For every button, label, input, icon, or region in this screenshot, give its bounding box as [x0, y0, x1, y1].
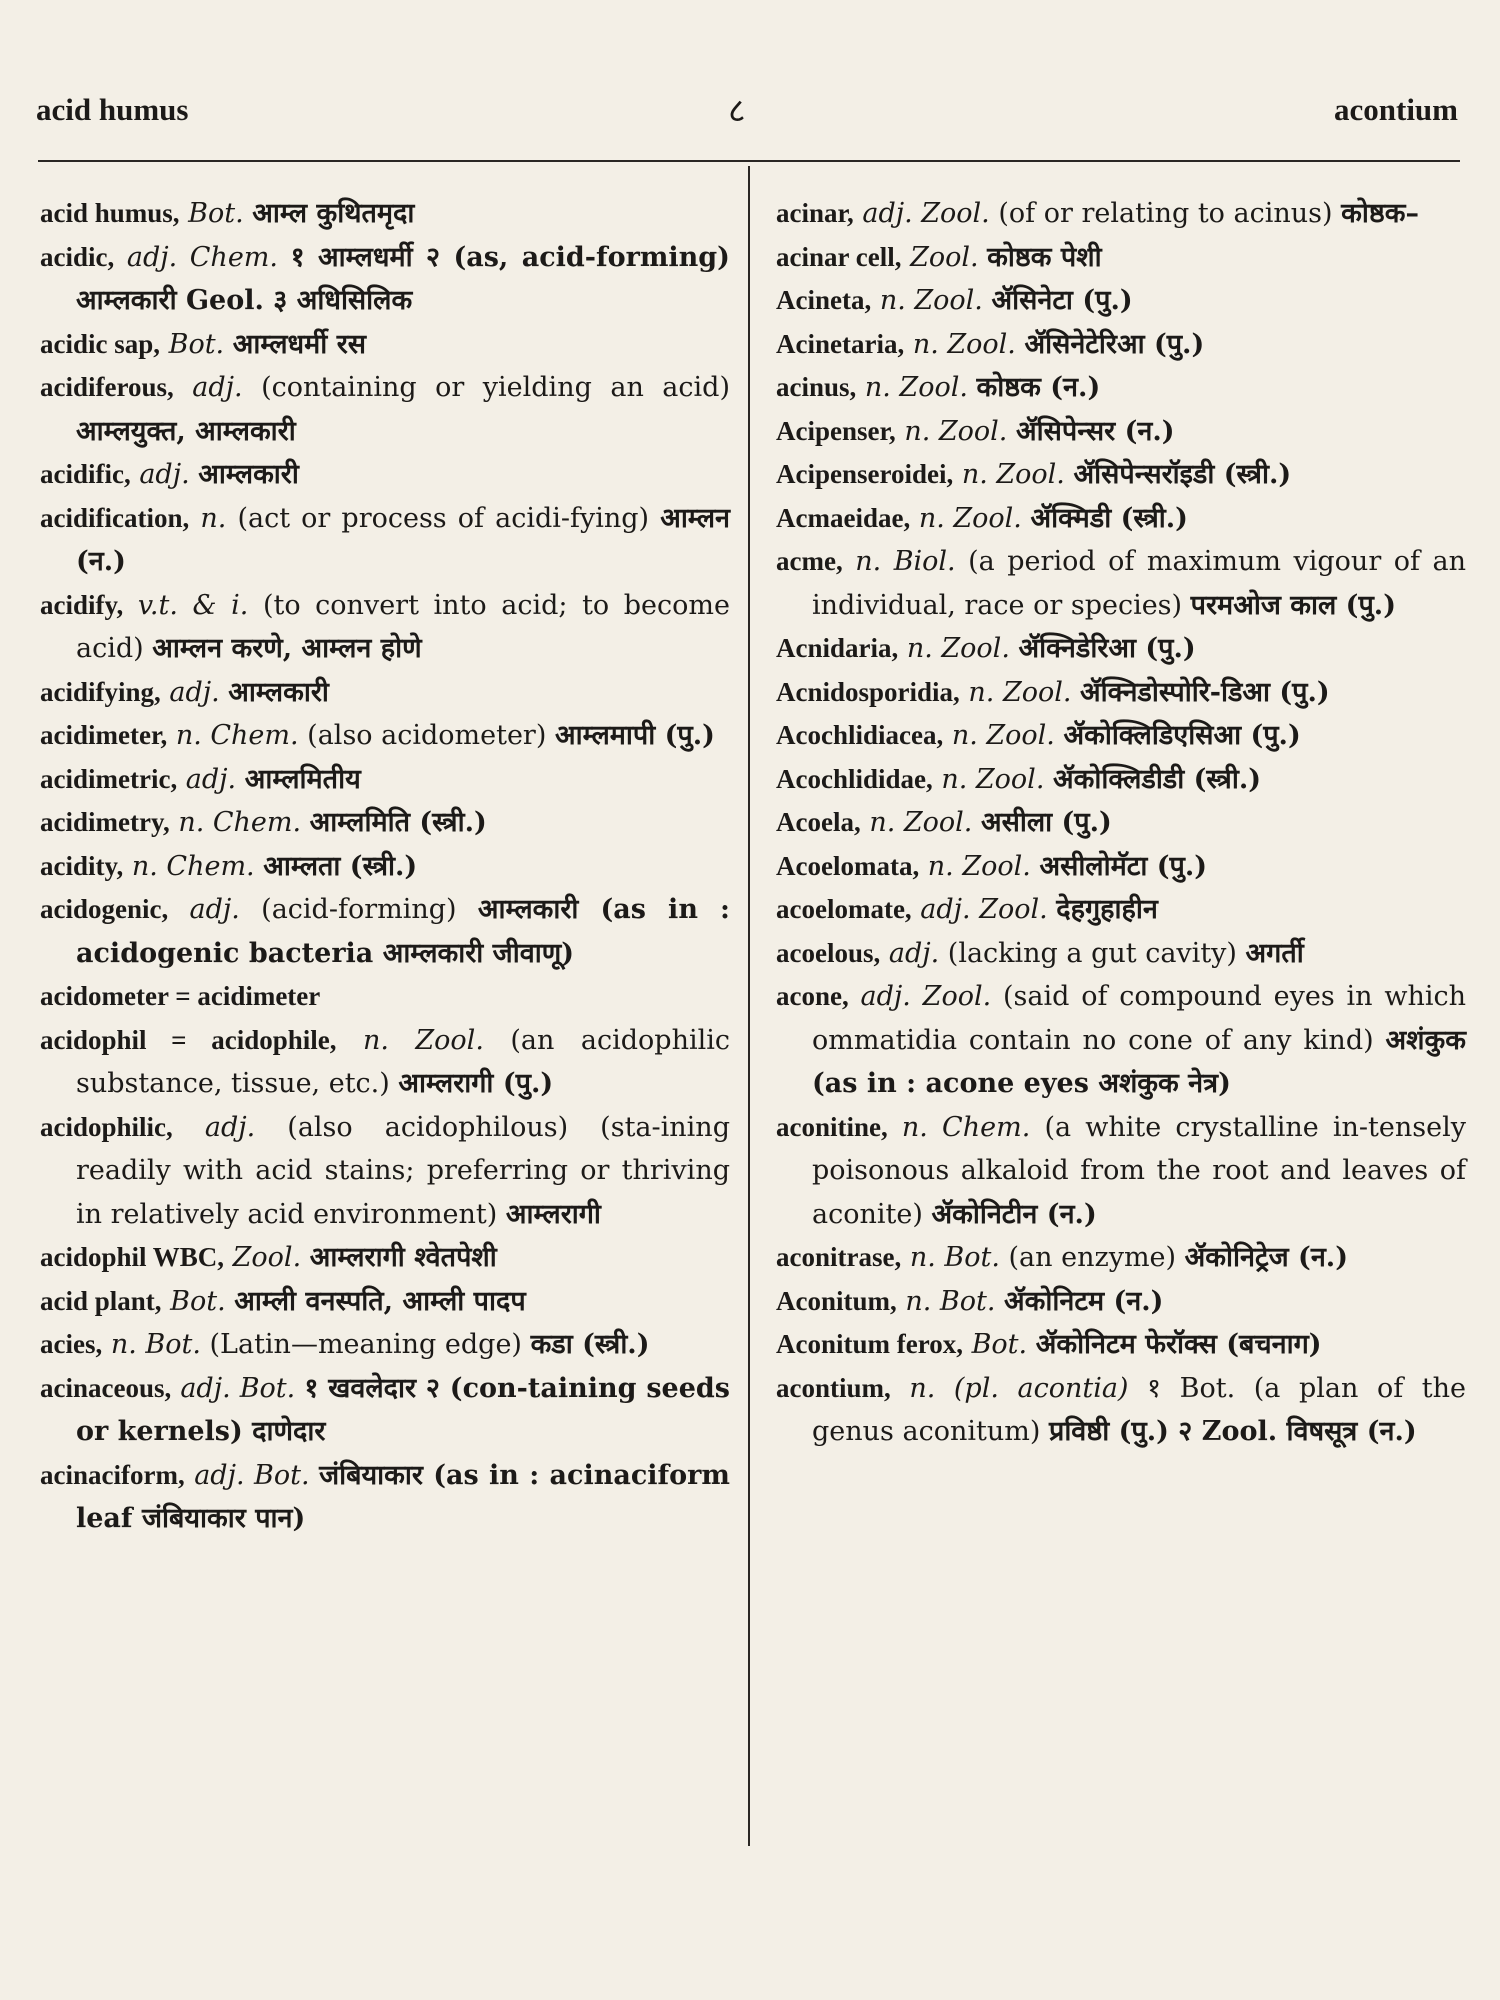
gloss: (containing or yielding an acid) — [261, 372, 730, 403]
headword: acidic sap, — [40, 328, 161, 359]
headword: acidific, — [40, 459, 131, 489]
dictionary-entry — [40, 366, 730, 453]
dictionary-entry — [776, 1236, 1466, 1280]
dictionary-entry — [40, 888, 730, 975]
headword: acidification, — [40, 502, 190, 533]
grammar-label: Bot. — [971, 1329, 1028, 1360]
grammar-label: n. Zool. — [912, 328, 1016, 360]
gloss: (to convert into acid; to become acid) — [76, 589, 730, 664]
headword: Acipenser, — [776, 415, 896, 446]
grammar-label: n. Zool. — [918, 502, 1022, 534]
grammar-label: n. Zool. — [951, 720, 1055, 751]
translation: १ आम्लधर्मी २ (as, acid-forming) आम्लकारी Geol. ३ अधिसिलिक — [76, 241, 730, 316]
translation: आम्लकारी — [198, 459, 299, 490]
translation: १ खवलेदार २ (con-taining seeds or kernels) दाणेदार — [76, 1372, 730, 1447]
gloss: (a white crystalline in-tensely poisonous alkaloid from the root and leaves of aconite) — [812, 1111, 1466, 1230]
translation: ॲक्निडेरिआ (पु.) — [1018, 633, 1196, 664]
translation: आम्लमापी (पु.) — [554, 720, 715, 751]
headword: Acmaeidae, — [776, 502, 911, 533]
grammar-label: n. Zool. — [968, 676, 1072, 708]
translation: देहगुहाहीन — [1056, 894, 1158, 925]
dictionary-entry — [40, 1106, 730, 1237]
grammar-label: adj. — [139, 459, 190, 490]
grammar-label: Bot. — [188, 198, 244, 229]
headword: Acochlidiacea, — [776, 720, 944, 750]
dictionary-entry — [40, 323, 730, 367]
translation: आम्ली वनस्पति, आम्ली पादप — [234, 1285, 526, 1317]
headword: Acnidosporidia, — [776, 676, 960, 707]
headword: acinus, — [776, 372, 857, 402]
headword: acidophil = acidophile, — [40, 1024, 337, 1055]
dictionary-entry — [40, 1019, 730, 1106]
running-head — [0, 92, 1500, 136]
gloss: (an enzyme) — [1008, 1242, 1177, 1273]
grammar-label: n. Zool. — [941, 763, 1045, 795]
headword: acidity, — [40, 850, 124, 881]
headword: acoelous, — [776, 937, 881, 968]
grammar-label: adj. Zool. — [860, 981, 992, 1012]
right-column — [776, 192, 1466, 1454]
translation: आम्लमितीय — [244, 763, 361, 795]
translation: ॲकोनिटम फेरॉक्स (बचनाग) — [1035, 1329, 1322, 1360]
headword: aconitine, — [776, 1111, 888, 1142]
page-number: ८ — [728, 93, 746, 130]
dictionary-entry — [776, 975, 1466, 1106]
translation: परमओज काल (पु.) — [1190, 589, 1396, 621]
translation: अशंकुक (as in : acone eyes अशंकुक नेत्र) — [812, 1024, 1466, 1099]
dictionary-entry — [776, 714, 1466, 758]
headword: acidophil WBC, — [40, 1242, 225, 1272]
headword: Acoela, — [776, 807, 861, 837]
translation: अगर्ती — [1245, 937, 1304, 969]
headword: Acochlididae, — [776, 763, 933, 794]
dictionary-entry — [776, 366, 1466, 410]
grammar-label: n. Chem. — [175, 720, 299, 751]
headword: Acineta, — [776, 285, 872, 315]
translation: आम्ल कुथितमृदा — [252, 198, 415, 229]
translation: ॲकोक्लिडिएसिआ (पु.) — [1063, 720, 1301, 751]
headword: acidimetric, — [40, 763, 178, 794]
dictionary-entry — [40, 975, 730, 1019]
grammar-label: adj. — [192, 372, 243, 403]
grammar-label: n. Zool. — [864, 372, 968, 403]
translation: कडा (स्त्री.) — [530, 1329, 650, 1360]
gloss: (said of compound eyes in which ommatidia contain no cone of any kind) — [812, 981, 1466, 1056]
grammar-label: n. Chem. — [178, 807, 302, 838]
headword: Acinetaria, — [776, 328, 905, 359]
grammar-label: n. Zool. — [362, 1024, 484, 1056]
grammar-label: n. Zool. — [879, 285, 983, 316]
grammar-label: n. Chem. — [131, 850, 255, 882]
grammar-label: Bot. — [170, 1285, 226, 1317]
grammar-label: Bot. — [168, 328, 225, 360]
dictionary-entry — [776, 801, 1466, 845]
translation: आम्लमिति (स्त्री.) — [309, 807, 487, 838]
dictionary-entry — [40, 1367, 730, 1454]
headword: acme, — [776, 546, 843, 576]
headword: acidometer = acidimeter — [40, 981, 321, 1011]
translation: ॲकोनिटीन (न.) — [931, 1198, 1097, 1230]
gloss: (an acidophilic substance, tissue, etc.) — [76, 1024, 730, 1099]
dictionary-entry — [40, 845, 730, 889]
headword: Acipenseroidei, — [776, 459, 954, 489]
dictionary-entry — [776, 1106, 1466, 1237]
dictionary-entry — [776, 540, 1466, 627]
headword: Aconitum ferox, — [776, 1329, 963, 1359]
translation: आम्लता (स्त्री.) — [263, 850, 418, 882]
header-last-entry: acontium — [1334, 92, 1458, 127]
translation: ॲक्निडोस्पोरि-डिआ (पु.) — [1080, 676, 1330, 708]
headword: acoelomate, — [776, 894, 912, 924]
dictionary-entry — [776, 497, 1466, 541]
grammar-label: n. Bot. — [909, 1242, 1000, 1273]
dictionary-entry — [40, 1280, 730, 1324]
dictionary-entry — [776, 192, 1466, 236]
translation: ॲकोनिटम (न.) — [1004, 1285, 1164, 1317]
dictionary-entry — [40, 1323, 730, 1367]
dictionary-entry — [776, 888, 1466, 932]
headword: acinaceous, — [40, 1372, 172, 1403]
grammar-label: adj. Chem. — [126, 241, 278, 273]
grammar-label: adj. Bot. — [180, 1372, 296, 1404]
dictionary-entry — [776, 1367, 1466, 1454]
dictionary-entry — [776, 1280, 1466, 1324]
dictionary-entry — [40, 497, 730, 584]
translation: आम्लकारी (as in : acidogenic bacteria आम्लकारी जीवाणू) — [76, 894, 730, 969]
gloss: (act or process of acidi-fying) — [237, 502, 650, 534]
headword: acontium, — [776, 1372, 891, 1403]
grammar-label: adj. — [185, 763, 237, 795]
header-rule — [38, 160, 1460, 162]
headword: Acnidaria, — [776, 633, 899, 663]
translation: असीला (पु.) — [980, 807, 1112, 838]
dictionary-entry — [776, 671, 1466, 715]
dictionary-entry — [40, 1236, 730, 1280]
grammar-label: n. Zool. — [869, 807, 973, 838]
grammar-label: n. Bot. — [905, 1285, 996, 1317]
grammar-label: n. Zool. — [927, 850, 1031, 882]
dictionary-entry — [776, 627, 1466, 671]
headword: acidophilic, — [40, 1111, 173, 1142]
dictionary-entry — [776, 1323, 1466, 1367]
grammar-label: adj. — [204, 1111, 256, 1143]
grammar-label: adj. — [888, 937, 940, 969]
grammar-label: n. — [200, 502, 227, 534]
column-divider — [748, 166, 750, 1846]
dictionary-entry — [776, 410, 1466, 454]
headword: acidic, — [40, 241, 115, 272]
headword: acid humus, — [40, 198, 180, 228]
headword: acidogenic, — [40, 894, 169, 924]
grammar-label: adj. Zool. — [920, 894, 1048, 925]
translation: प्रविष्ठी (पु.) २ Zool. विषसूत्र (न.) — [1048, 1416, 1417, 1447]
grammar-label: n. (pl. acontia) — [909, 1372, 1129, 1404]
gloss: (of or relating to acinus) — [998, 198, 1333, 229]
headword: aconitrase, — [776, 1242, 902, 1272]
gloss: (also acidophilous) (sta-ining readily with acid stains; preferring or thriving in relatively acid environment) — [76, 1111, 730, 1230]
grammar-label: Zool. — [232, 1242, 302, 1273]
headword: acies, — [40, 1329, 103, 1359]
headword: acinar, — [776, 198, 854, 228]
translation: आम्लन (न.) — [76, 502, 730, 577]
grammar-label: n. Chem. — [901, 1111, 1031, 1143]
dictionary-entry — [776, 758, 1466, 802]
headword: acidify, — [40, 589, 124, 620]
dictionary-entry — [776, 236, 1466, 280]
translation: आम्लरागी श्वेतपेशी — [309, 1242, 497, 1273]
translation: कोष्ठक (न.) — [976, 372, 1101, 403]
translation: कोष्ठक पेशी — [987, 241, 1102, 273]
headword: acone, — [776, 981, 849, 1011]
dictionary-entry — [40, 758, 730, 802]
dictionary-entry — [40, 453, 730, 497]
translation: आम्लरागी (पु.) — [398, 1068, 554, 1099]
translation: ॲक्मिडी (स्त्री.) — [1030, 502, 1188, 534]
translation: ॲकोक्लिडीडी (स्त्री.) — [1053, 763, 1261, 795]
grammar-label: n. Zool. — [961, 459, 1065, 490]
headword: acidimetry, — [40, 807, 170, 837]
grammar-label: n. Biol. — [855, 546, 956, 577]
headword: Aconitum, — [776, 1285, 897, 1316]
dictionary-entry — [40, 584, 730, 671]
gloss: (also acidometer) — [307, 720, 547, 751]
dictionary-entry — [40, 801, 730, 845]
gloss: १ Bot. (a plan of the genus aconitum) — [812, 1372, 1466, 1447]
dictionary-entry — [40, 671, 730, 715]
headword: Acoelomata, — [776, 850, 920, 881]
translation: आम्लकारी — [228, 676, 329, 708]
dictionary-entry — [40, 714, 730, 758]
gloss: (lacking a gut cavity) — [947, 937, 1237, 969]
header-first-entry: acid humus — [36, 92, 189, 127]
headword: acidiferous, — [40, 372, 174, 402]
headword: acinar cell, — [776, 241, 902, 272]
translation: ॲसिपेन्सर (न.) — [1015, 415, 1175, 447]
translation: ॲकोनिट्रेज (न.) — [1184, 1242, 1348, 1273]
headword: acidifying, — [40, 676, 161, 707]
grammar-label: n. Zool. — [904, 415, 1008, 447]
dictionary-entry — [40, 236, 730, 323]
grammar-label: adj. — [189, 894, 240, 925]
translation: जंबियाकार (as in : acinaciform leaf जंबियाकार पान) — [76, 1459, 730, 1534]
headword: acinaciform, — [40, 1459, 185, 1490]
grammar-label: Zool. — [910, 241, 979, 273]
translation: ॲसिपेन्सरॉइडी (स्त्री.) — [1073, 459, 1292, 490]
translation: आम्लन करणे, आम्लन होणे — [152, 633, 422, 664]
grammar-label: adj. Zool. — [862, 198, 990, 229]
grammar-label: n. Bot. — [110, 1329, 201, 1360]
grammar-label: adj. Bot. — [194, 1459, 310, 1491]
translation: कोष्ठक– — [1341, 198, 1420, 229]
gloss: (acid-forming) — [261, 894, 457, 925]
dictionary-entry — [776, 932, 1466, 976]
translation: आम्लयुक्त, आम्लकारी — [76, 415, 296, 447]
dictionary-entry — [776, 453, 1466, 497]
translation: आम्लधर्मी रस — [232, 328, 366, 360]
translation: आम्लरागी — [505, 1198, 601, 1230]
grammar-label: n. Zool. — [906, 633, 1010, 664]
headword: acid plant, — [40, 1285, 162, 1316]
grammar-label: v.t. & i. — [137, 589, 249, 621]
dictionary-entry — [776, 279, 1466, 323]
translation: असीलोमॅटा (पु.) — [1039, 850, 1208, 882]
translation: ॲसिनेटा (पु.) — [991, 285, 1133, 316]
grammar-label: adj. — [169, 676, 220, 708]
gloss: (a period of maximum vigour of an individual, race or species) — [812, 546, 1466, 621]
headword: acidimeter, — [40, 720, 168, 750]
dictionary-entry — [776, 323, 1466, 367]
dictionary-entry — [776, 845, 1466, 889]
left-column — [40, 192, 730, 1541]
gloss: (Latin—meaning edge) — [209, 1329, 522, 1360]
translation: ॲसिनेटेरिआ (पु.) — [1024, 328, 1205, 360]
dictionary-entry — [40, 192, 730, 236]
dictionary-entry — [40, 1454, 730, 1541]
